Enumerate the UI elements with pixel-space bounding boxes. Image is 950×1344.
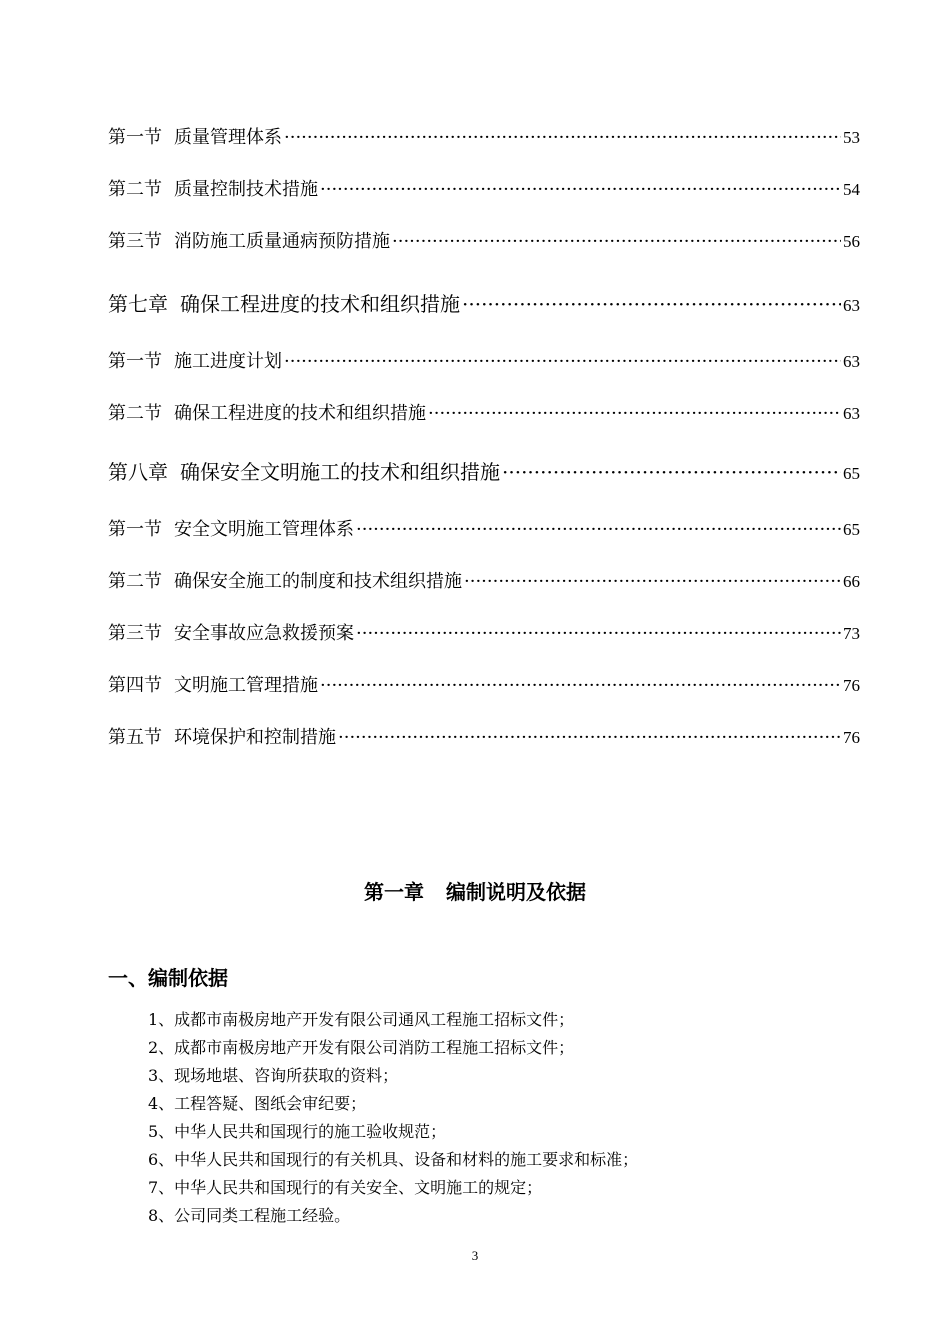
toc-entry[interactable] xyxy=(108,608,860,660)
toc-leader-dots xyxy=(392,216,841,268)
toc-entry-page: 65 xyxy=(843,464,860,483)
toc-entry-title: 文明施工管理措施 xyxy=(174,675,318,696)
toc-entry[interactable] xyxy=(108,336,860,388)
toc-entry-number: 第三节 xyxy=(108,231,162,252)
toc-leader-dots xyxy=(428,388,841,440)
toc-leader-dots xyxy=(462,272,841,336)
table-of-contents xyxy=(108,112,860,764)
toc-entry-title: 施工进度计划 xyxy=(174,351,282,372)
toc-entry-number: 第二节 xyxy=(108,403,162,424)
chapter-number: 第一章 xyxy=(364,880,424,904)
toc-entry-page: 54 xyxy=(843,180,860,199)
toc-entry[interactable] xyxy=(108,164,860,216)
toc-leader-dots xyxy=(284,112,841,164)
toc-entry-page: 66 xyxy=(843,572,860,591)
toc-chapter-entry[interactable] xyxy=(108,440,860,504)
toc-leader-dots xyxy=(320,660,841,712)
toc-leader-dots xyxy=(284,336,841,388)
list-item: 6、中华人民共和国现行的有关机具、设备和材料的施工要求和标准； xyxy=(148,1150,639,1169)
toc-leader-dots xyxy=(464,556,841,608)
toc-entry-page: 63 xyxy=(843,404,860,423)
toc-chapter-entry[interactable] xyxy=(108,272,860,336)
toc-leader-dots xyxy=(356,608,841,660)
toc-entry-title: 质量控制技术措施 xyxy=(174,179,318,200)
list-item: 4、工程答疑、图纸会审纪要； xyxy=(148,1094,367,1113)
toc-entry-title: 环境保护和控制措施 xyxy=(174,727,336,748)
toc-entry-title: 确保工程进度的技术和组织措施 xyxy=(174,403,426,424)
toc-entry[interactable] xyxy=(108,712,860,764)
toc-entry-title: 安全事故应急救援预案 xyxy=(174,623,354,644)
toc-entry-page: 65 xyxy=(843,520,860,539)
toc-entry-number: 第七章 xyxy=(108,292,168,316)
toc-entry[interactable] xyxy=(108,112,860,164)
toc-entry-page: 53 xyxy=(843,128,860,147)
toc-entry-number: 第四节 xyxy=(108,675,162,696)
toc-leader-dots xyxy=(320,164,841,216)
toc-entry[interactable] xyxy=(108,388,860,440)
toc-entry-title: 消防施工质量通病预防措施 xyxy=(174,231,390,252)
toc-entry-number: 第一节 xyxy=(108,519,162,540)
toc-entry[interactable] xyxy=(108,660,860,712)
toc-entry[interactable] xyxy=(108,504,860,556)
toc-entry-number: 第五节 xyxy=(108,727,162,748)
toc-entry-page: 63 xyxy=(843,352,860,371)
toc-entry-title: 确保工程进度的技术和组织措施 xyxy=(180,292,460,316)
toc-entry[interactable] xyxy=(108,216,860,268)
list-item: 7、中华人民共和国现行的有关安全、文明施工的规定； xyxy=(148,1178,543,1197)
list-item: 8、公司同类工程施工经验。 xyxy=(148,1206,351,1225)
toc-leader-dots xyxy=(502,440,841,504)
toc-entry-page: 63 xyxy=(843,296,860,315)
section-heading: 一、编制依据 xyxy=(108,966,228,990)
toc-entry[interactable] xyxy=(108,556,860,608)
toc-entry-page: 73 xyxy=(843,624,860,643)
chapter-title xyxy=(0,876,950,905)
list-item: 2、成都市南极房地产开发有限公司消防工程施工招标文件； xyxy=(148,1038,575,1057)
chapter-heading-text: 编制说明及依据 xyxy=(446,880,586,904)
toc-entry-number: 第二节 xyxy=(108,179,162,200)
list-item: 1、成都市南极房地产开发有限公司通风工程施工招标文件； xyxy=(148,1010,575,1029)
page-number: 3 xyxy=(471,1248,479,1263)
toc-entry-title: 确保安全文明施工的技术和组织措施 xyxy=(180,460,500,484)
toc-entry-number: 第八章 xyxy=(108,460,168,484)
toc-entry-number: 第一节 xyxy=(108,127,162,148)
toc-entry-title: 质量管理体系 xyxy=(174,127,282,148)
list-item: 3、现场地堪、咨询所获取的资料； xyxy=(148,1066,399,1085)
toc-entry-number: 第三节 xyxy=(108,623,162,644)
toc-entry-number: 第二节 xyxy=(108,571,162,592)
toc-entry-page: 76 xyxy=(843,728,860,747)
toc-leader-dots xyxy=(338,712,841,764)
toc-leader-dots xyxy=(356,504,841,556)
toc-entry-page: 76 xyxy=(843,676,860,695)
basis-list xyxy=(148,1006,638,1230)
toc-entry-number: 第一节 xyxy=(108,351,162,372)
toc-entry-page: 56 xyxy=(843,232,860,251)
list-item: 5、中华人民共和国现行的施工验收规范； xyxy=(148,1122,447,1141)
toc-entry-title: 安全文明施工管理体系 xyxy=(174,519,354,540)
toc-entry-title: 确保安全施工的制度和技术组织措施 xyxy=(174,571,462,592)
